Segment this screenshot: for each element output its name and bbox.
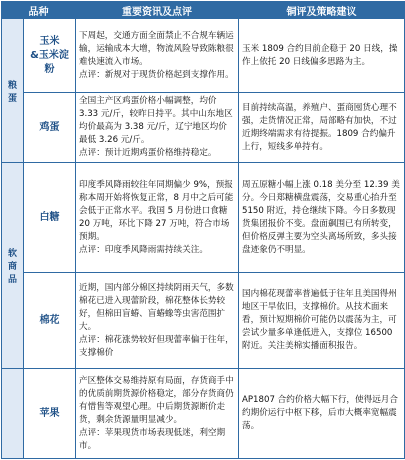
news-comment: 点评：新规对于现货价格起到支撑作用。 — [79, 69, 234, 80]
header-advice: 铜评及策略建议 — [239, 2, 405, 19]
variety-cell — [24, 19, 76, 93]
header-news: 重要资讯及点评 — [76, 2, 239, 19]
table-row — [2, 163, 405, 273]
variety-cell — [24, 369, 76, 459]
news-comment: 点评：印度季风降雨需持续关注。 — [79, 244, 208, 255]
news-paragraph: 近期，国内部分棉区持续阴雨天气，多数棉花已进入现蕾阶段，棉花整体长势较好，但棉田盲蝽、盲蝽蟓等虫害范围扩大。 — [79, 282, 234, 332]
advice-paragraph: 国内棉花现蕾率普遍低于往年且美国得州地区干旱依旧，支撑棉价。从技术面来看，预计短期棉价可能仍以震荡为主，可尝试少量多单逢低进入，支撑位 16500 附近。关注美棉实播面积报告。 — [242, 289, 397, 351]
advice-paragraph: 玉米 1809 合约目前企稳于 20 日线，操作上依托 20 日线偏多思路为主。 — [242, 43, 398, 67]
variety-cell — [24, 93, 76, 163]
category-cell: 粮蛋 — [2, 19, 24, 163]
news-paragraph: 全国主产区鸡蛋价格小幅调整，均价 3.33 元/斤，较昨日持平。其中山东地区均价最高为 3.38 元/斤，辽宁地区均价最低 3.26 元/斤。 — [79, 96, 233, 145]
header-category: 品种 — [2, 2, 76, 19]
table-row — [2, 273, 405, 369]
advice-paragraph: 周五原糖小幅上涨 0.18 美分至 12.39 美分。今日郑糖横盘震荡，交易重心抬升至 5150 附近，持仓继续下降。今日多数现货集团报价不变。盘面飙围已有所转变，但价格反弹主要为空头离场所致，多头接盘迹象仍不明显。 — [242, 179, 400, 255]
table-row — [2, 93, 405, 163]
news-cell — [76, 273, 239, 369]
news-cell — [76, 19, 239, 93]
variety-name: 玉米 — [39, 35, 60, 47]
variety-name: 白糖 — [39, 211, 60, 223]
variety-cell — [24, 163, 76, 273]
news-comment: 点评：棉花涨势较好但现蕾率偏于往年，支撑棉价 — [79, 334, 234, 358]
news-paragraph: 产区整体交易维持原有局面，存货商手中的优质前期货源价格稳定，部分存货商仍有惜售等观望心理。中后期货源断价走货，剩余货源量明显减少。 — [79, 375, 234, 425]
news-cell — [76, 93, 239, 163]
news-cell — [76, 369, 239, 459]
table-header-row — [2, 2, 405, 19]
category-cell — [2, 369, 24, 459]
news-comment: 点评：苹果现货市场表现低迷，利空期市。 — [79, 427, 226, 451]
variety-name: 苹果 — [39, 407, 60, 419]
advice-cell — [239, 93, 405, 163]
variety-name: 鸡蛋 — [39, 121, 60, 133]
category-cell: 软商品 — [2, 163, 24, 369]
advice-paragraph: AP1807 合约价格大幅下行，使得远月合约期价运行中枢下移，后市大概率宽幅震荡。 — [242, 395, 398, 431]
news-comment: 点评：预计近期鸡蛋价格维持稳定。 — [79, 148, 217, 158]
advice-cell — [239, 163, 405, 273]
advice-cell — [239, 273, 405, 369]
variety-cell — [24, 273, 76, 369]
news-cell — [76, 163, 239, 273]
table-row — [2, 19, 405, 93]
table-body — [2, 19, 405, 459]
research-table — [1, 1, 405, 459]
advice-paragraph: 目前持续高温，养殖户、蛋商囤货心理不强，走货情况正常，局部略有加快，不过近期终端需求有待提振。1809 合约偏升上行，短线多单持有。 — [242, 102, 397, 152]
variety-name: &玉米淀粉 — [30, 49, 69, 75]
news-paragraph: 印度季风降雨较往年同期偏少 9%，预报称本周开始将恢复正常，8 月中之后可能会低于正常水平。我国 5 月份进口食糖 20 万吨，环比下降 27 万吨，符合市场预期。 — [79, 179, 234, 242]
variety-name: 棉花 — [39, 314, 60, 326]
table-row — [2, 369, 405, 459]
advice-cell — [239, 19, 405, 93]
news-paragraph: 下周起，交通方面全面禁止不合规车辆运输，运输成本大增，物流风险导致陈粮很难快速流入市场。 — [79, 30, 234, 67]
advice-cell — [239, 369, 405, 459]
